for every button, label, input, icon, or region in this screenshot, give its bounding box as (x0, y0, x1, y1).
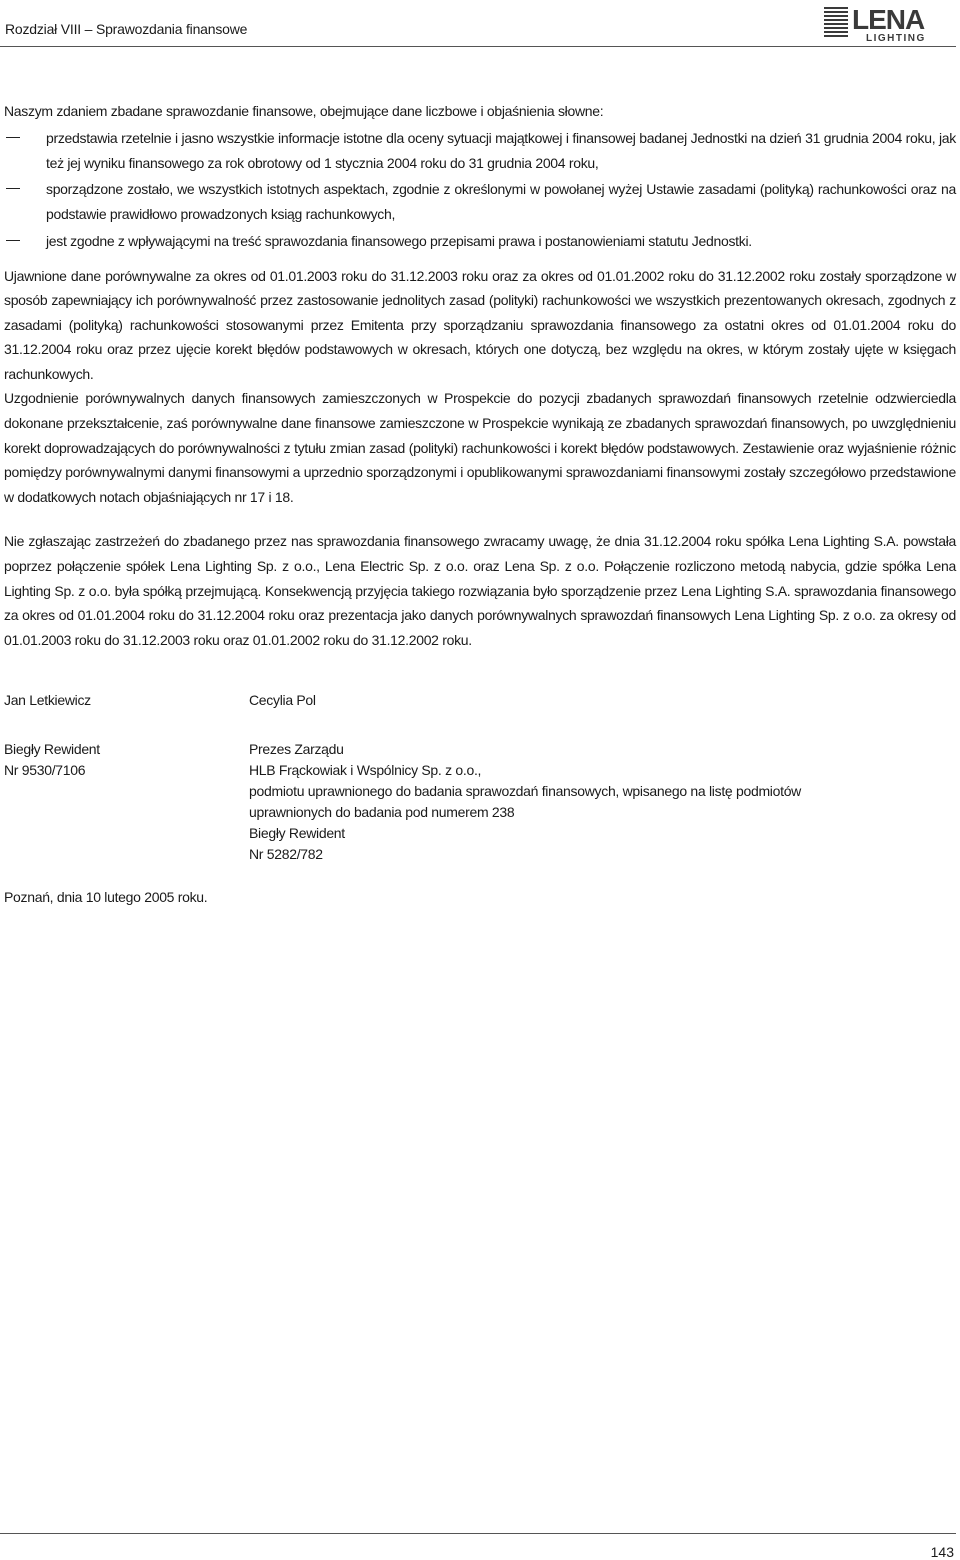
signer-number: Nr 9530/7106 (4, 762, 86, 778)
list-item (4, 126, 956, 175)
list-item-text: sporządzone zostało, we wszystkich istotnych aspektach, zgodnie z określonymi w powołanej wyżej Ustawie zasadami (polityką) rachunkowości oraz na podstawie prawidłowo prowadzonych ksiąg rachunkowych, (46, 181, 956, 223)
signer-name: Cecylia Pol (249, 692, 316, 708)
signer-role: Prezes Zarządu (249, 741, 344, 757)
signature-left (4, 690, 234, 781)
signer-company: HLB Frąckowiak i Wspólnicy Sp. z o.o., (249, 762, 482, 778)
logo-graphic (822, 3, 954, 43)
document-body (4, 100, 956, 652)
dash-bullet-icon (6, 188, 20, 189)
svg-text:LENA: LENA (852, 4, 925, 35)
signer-number: Nr 5282/782 (249, 846, 323, 862)
reconciliation-paragraph: Uzgodnienie porównywalnych danych finansowych zamieszczonych w Prospekcie do pozycji zbadanych sprawozdań finansowych rzetelnie odzwierciedla dokonane przekształcenie, zaś porównywalne dane finansowe zamieszczone w Prospekcie wynikają ze zbadanych sprawozdań finansowych, po uwzględnieniu korekt doprowadzających do porównywalności z tytułu zmian zasad (polityki) rachunkowości i korekt błędów podstawowych. Zestawienie oraz wyjaśnienie różnic pomiędzy porównywalnymi danymi finansowymi a uprzednio sporządzonymi i opublikowanymi sprawozdaniami finansowymi zostały szczegółowo przedstawione w dodatkowych notach objaśniających nr 17 i 18. (4, 390, 956, 505)
svg-text:LIGHTING: LIGHTING (866, 33, 926, 43)
footer-divider (0, 1533, 956, 1534)
page-number: 143 (930, 1544, 954, 1560)
list-item (4, 229, 956, 254)
list-item-text: przedstawia rzetelnie i jasno wszystkie informacje istotne dla oceny sytuacji majątkowej i finansowej badanej Jednostki na dzień 31 grudnia 2004 roku, jak też jej wyniku finansowego za rok obrotowy od 1 stycznia 2004 roku do 31 grudnia 2004 roku, (46, 130, 956, 171)
signer-name: Jan Letkiewicz (4, 692, 91, 708)
signature-right (249, 690, 949, 865)
comparative-data-paragraph: Ujawnione dane porównywalne za okres od 01.01.2003 roku do 31.12.2003 roku oraz za okres od 01.01.2002 roku do 31.12.2002 roku zostały sporządzone w sposób zapewniający ich porównywalność przez zastosowanie jednolitych zasad (polityki) rachunkowości we wszystkich prezentowanych okresach, zgodnych z zasadami (polityką) rachunkowości stosowanymi przez Emitenta przy sporządzaniu sprawozdania finansowego za ostatni okres od 01.01.2004 roku do 31.12.2004 roku oraz przez ujęcie korekt błędów podstawowych w okresach, których one dotyczą, bez względu na okres, w którym zostały ujęte w księgach rachunkowych. (4, 267, 956, 382)
dash-bullet-icon (6, 240, 20, 241)
signer-company-desc-cont: uprawnionych do badania pod numerem 238 (249, 804, 515, 820)
place-date: Poznań, dnia 10 lutego 2005 roku. (4, 889, 208, 905)
page-header-title: Rozdział VIII – Sprawozdania finansowe (5, 21, 248, 37)
signer-role: Biegły Rewident (4, 741, 100, 757)
opinion-list (4, 126, 956, 254)
dash-bullet-icon (6, 137, 20, 138)
emphasis-paragraph: Nie zgłaszając zastrzeżeń do zbadanego przez nas sprawozdania finansowego zwracamy uwagę, że dnia 31.12.2004 roku spółka Lena Lighting S.A. powstała poprzez połączenie spółek Lena Lighting Sp. z o.o., Lena Electric Sp. z o.o. oraz Lena Sp. z o.o. Połączenie rozliczono metodą nabycia, gdzie spółka Lena Lighting Sp. z o.o. była spółką przejmującą. Konsekwencją przyjęcia takiego rozwiązania było sporządzenie przez Lena Lighting S.A. sprawozdania finansowego za okres od 01.01.2004 roku do 31.12.2004 roku oraz prezentacja jako danych porównywalnych sprawozdań finansowych Lena Lighting Sp. z o.o. za okresy od 01.01.2003 roku do 31.12.2003 roku oraz 01.01.2002 roku do 31.12.2002 roku. (4, 533, 956, 648)
signer-role-2: Biegły Rewident (249, 825, 345, 841)
list-item-text: jest zgodne z wpływającymi na treść sprawozdania finansowego przepisami prawa i postanowieniami statutu Jednostki. (46, 232, 752, 249)
list-item (4, 177, 956, 226)
signer-company-desc: podmiotu uprawnionego do badania sprawozdań finansowych, wpisanego na listę podmiotów (249, 783, 801, 799)
lena-lighting-logo (822, 3, 954, 43)
opinion-intro: Naszym zdaniem zbadane sprawozdanie finansowe, obejmujące dane liczbowe i objaśnienia słowne: (4, 103, 604, 119)
header-divider (0, 46, 956, 47)
